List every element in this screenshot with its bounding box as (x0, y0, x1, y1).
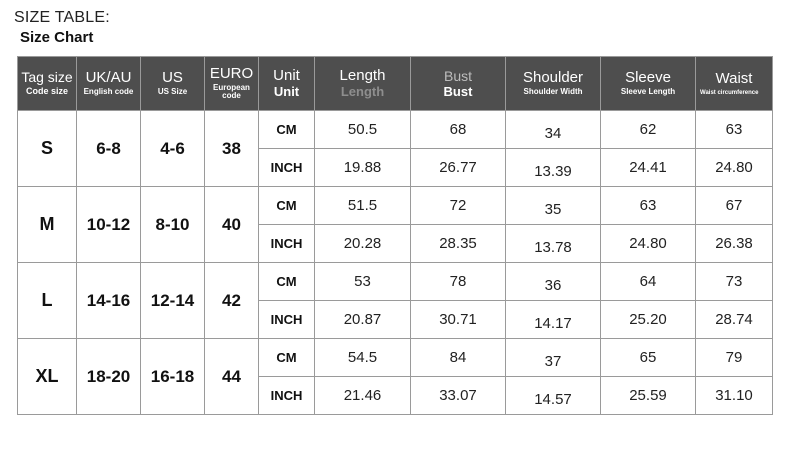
length-cell: 53 (315, 263, 411, 301)
unit-cell: CM (259, 111, 315, 149)
bust-cell: 28.35 (411, 225, 506, 263)
shoulder-cell: 13.78 (506, 225, 601, 263)
header-waist-sub: Waist circumference (700, 89, 759, 96)
sleeve-cell: 24.80 (601, 225, 696, 263)
header-sleeve-label: Sleeve (625, 69, 671, 87)
shoulder-cell: 34 (506, 111, 601, 149)
unit-cell: INCH (259, 225, 315, 263)
header-bust-sub: Bust (443, 83, 473, 99)
shoulder-cell: 37 (506, 339, 601, 377)
shoulder-cell: 35 (506, 187, 601, 225)
unit-cell: INCH (259, 377, 315, 415)
uk-au-cell: 6-8 (77, 111, 141, 187)
us-cell: 16-18 (141, 339, 205, 415)
size-chart-table (17, 56, 773, 415)
header-tag-size (18, 57, 77, 111)
header-unit-sub: Unit (273, 84, 300, 100)
header-euro-label: EURO (209, 65, 254, 83)
header-length-label: Length (339, 67, 386, 85)
shoulder-cell: 13.39 (506, 149, 601, 187)
page-subheading: Size Chart (20, 29, 94, 46)
header-uk-au-label: UK/AU (85, 69, 132, 87)
length-cell: 54.5 (315, 339, 411, 377)
unit-cell: CM (259, 263, 315, 301)
waist-cell: 31.10 (696, 377, 773, 415)
header-us (141, 57, 205, 111)
size-cell: XL (18, 339, 77, 415)
sleeve-cell: 25.59 (601, 377, 696, 415)
length-cell: 20.87 (315, 301, 411, 339)
shoulder-cell: 36 (506, 263, 601, 301)
bust-cell: 78 (411, 263, 506, 301)
sleeve-cell: 65 (601, 339, 696, 377)
unit-cell: CM (259, 339, 315, 377)
euro-cell: 42 (205, 263, 259, 339)
bust-cell: 33.07 (411, 377, 506, 415)
header-us-label: US (162, 69, 183, 87)
shoulder-cell: 14.17 (506, 301, 601, 339)
waist-cell: 28.74 (696, 301, 773, 339)
header-uk-au-sub: English code (83, 87, 134, 97)
bust-cell: 68 (411, 111, 506, 149)
header-uk-au (77, 57, 141, 111)
unit-cell: INCH (259, 149, 315, 187)
waist-cell: 26.38 (696, 225, 773, 263)
waist-cell: 79 (696, 339, 773, 377)
header-shoulder-label: Shoulder (522, 69, 584, 87)
us-cell: 8-10 (141, 187, 205, 263)
sleeve-cell: 63 (601, 187, 696, 225)
header-shoulder-sub: Shoulder Width (523, 87, 583, 97)
us-cell: 12-14 (141, 263, 205, 339)
header-sleeve (601, 57, 696, 111)
us-cell: 4-6 (141, 111, 205, 187)
waist-cell: 67 (696, 187, 773, 225)
euro-cell: 38 (205, 111, 259, 187)
unit-cell: INCH (259, 301, 315, 339)
euro-cell: 44 (205, 339, 259, 415)
bust-cell: 72 (411, 187, 506, 225)
bust-cell: 84 (411, 339, 506, 377)
sleeve-cell: 64 (601, 263, 696, 301)
table-row (18, 339, 773, 377)
size-cell: L (18, 263, 77, 339)
bust-cell: 30.71 (411, 301, 506, 339)
header-code-size-label: Code size (25, 86, 68, 97)
length-cell: 50.5 (315, 111, 411, 149)
length-cell: 19.88 (315, 149, 411, 187)
waist-cell: 24.80 (696, 149, 773, 187)
sleeve-cell: 62 (601, 111, 696, 149)
header-shoulder (506, 57, 601, 111)
header-length-sub: Length (340, 84, 385, 100)
header-bust (411, 57, 506, 111)
header-sleeve-sub: Sleeve Length (620, 87, 676, 97)
header-unit-label: Unit (273, 67, 300, 85)
waist-cell: 63 (696, 111, 773, 149)
table-row (18, 263, 773, 301)
uk-au-cell: 10-12 (77, 187, 141, 263)
size-cell: M (18, 187, 77, 263)
header-euro (205, 57, 259, 111)
uk-au-cell: 14-16 (77, 263, 141, 339)
header-waist (696, 57, 773, 111)
waist-cell: 73 (696, 263, 773, 301)
header-bust-label: Bust (443, 67, 472, 84)
length-cell: 20.28 (315, 225, 411, 263)
length-cell: 21.46 (315, 377, 411, 415)
header-row (18, 57, 773, 111)
bust-cell: 26.77 (411, 149, 506, 187)
header-unit (259, 57, 315, 111)
table-row (18, 111, 773, 149)
unit-cell: CM (259, 187, 315, 225)
header-tag-size-label: Tag size (21, 69, 73, 86)
header-us-sub: US Size (157, 87, 188, 97)
size-cell: S (18, 111, 77, 187)
euro-cell: 40 (205, 187, 259, 263)
sleeve-cell: 24.41 (601, 149, 696, 187)
shoulder-cell: 14.57 (506, 377, 601, 415)
header-euro-sub: European code (213, 82, 250, 101)
table-row (18, 187, 773, 225)
page-heading: SIZE TABLE: (14, 9, 110, 26)
sleeve-cell: 25.20 (601, 301, 696, 339)
length-cell: 51.5 (315, 187, 411, 225)
uk-au-cell: 18-20 (77, 339, 141, 415)
header-length (315, 57, 411, 111)
header-waist-label: Waist (715, 69, 753, 87)
